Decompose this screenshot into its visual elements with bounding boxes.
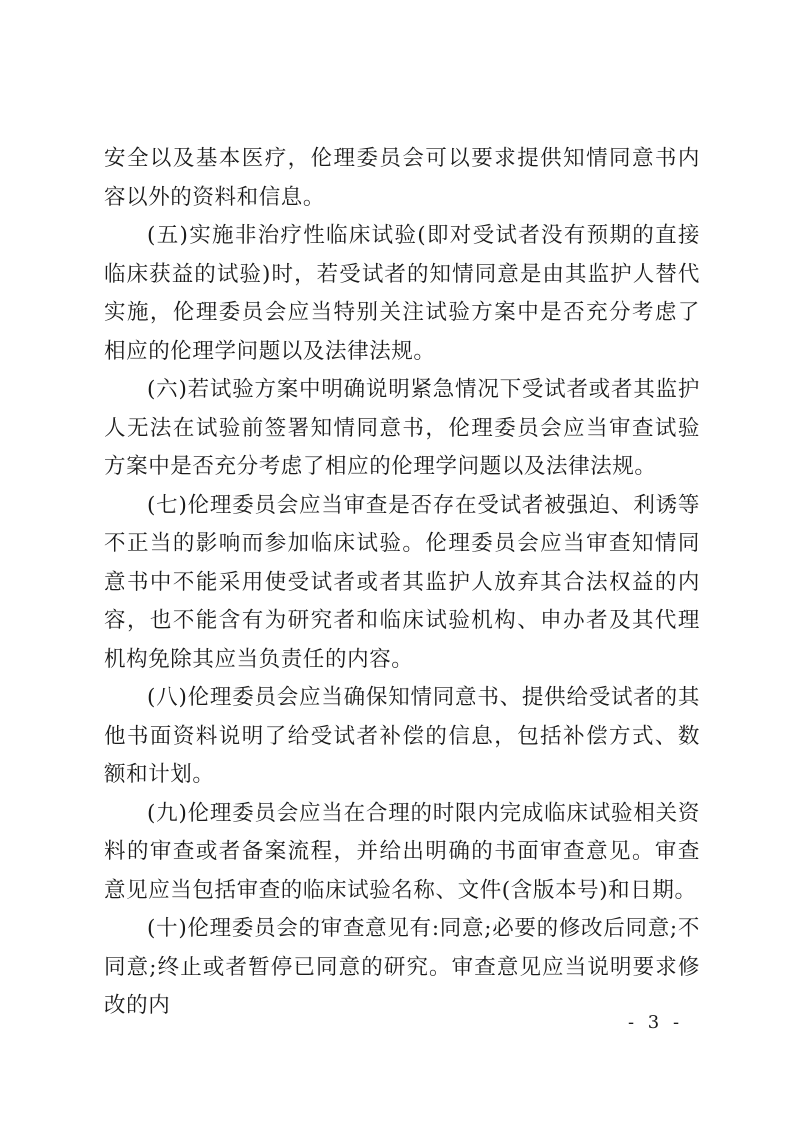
page-number: - 3 - (628, 1012, 684, 1033)
paragraph-continuation: 安全以及基本医疗，伦理委员会可以要求提供知情同意书内容以外的资料和信息。 (104, 146, 700, 210)
paragraph-item-10: (十)伦理委员会的审查意见有:同意;必要的修改后同意;不同意;终止或者暂停已同意的研究。审查意见应当说明要求修改的内 (104, 916, 700, 1018)
paragraph-item-5: (五)实施非治疗性临床试验(即对受试者没有预期的直接临床获益的试验)时，若受试者的知情同意是由其监护人替代实施，伦理委员会应当特别关注试验方案中是否充分考虑了相应的伦理学问题以及法律法规。 (104, 223, 700, 364)
paragraph-item-7: (七)伦理委员会应当审查是否存在受试者被强迫、利诱等不正当的影响而参加临床试验。伦理委员会应当审查知情同意书中不能采用使受试者或者其监护人放弃其合法权益的内容，也不能含有为研究者和临床试验机构、申办者及其代理机构免除其应当负责任的内容。 (104, 492, 700, 672)
paragraph-item-9: (九)伦理委员会应当在合理的时限内完成临床试验相关资料的审查或者备案流程，并给出明确的书面审查意见。审查意见应当包括审查的临床试验名称、文件(含版本号)和日期。 (104, 800, 700, 903)
paragraph-item-8: (八)伦理委员会应当确保知情同意书、提供给受试者的其他书面资料说明了给受试者补偿的信息，包括补偿方式、数额和计划。 (104, 685, 700, 787)
document-body (104, 140, 700, 1026)
paragraph-item-6: (六)若试验方案中明确说明紧急情况下受试者或者其监护人无法在试验前签署知情同意书，伦理委员会应当审查试验方案中是否充分考虑了相应的伦理学问题以及法律法规。 (104, 377, 700, 479)
